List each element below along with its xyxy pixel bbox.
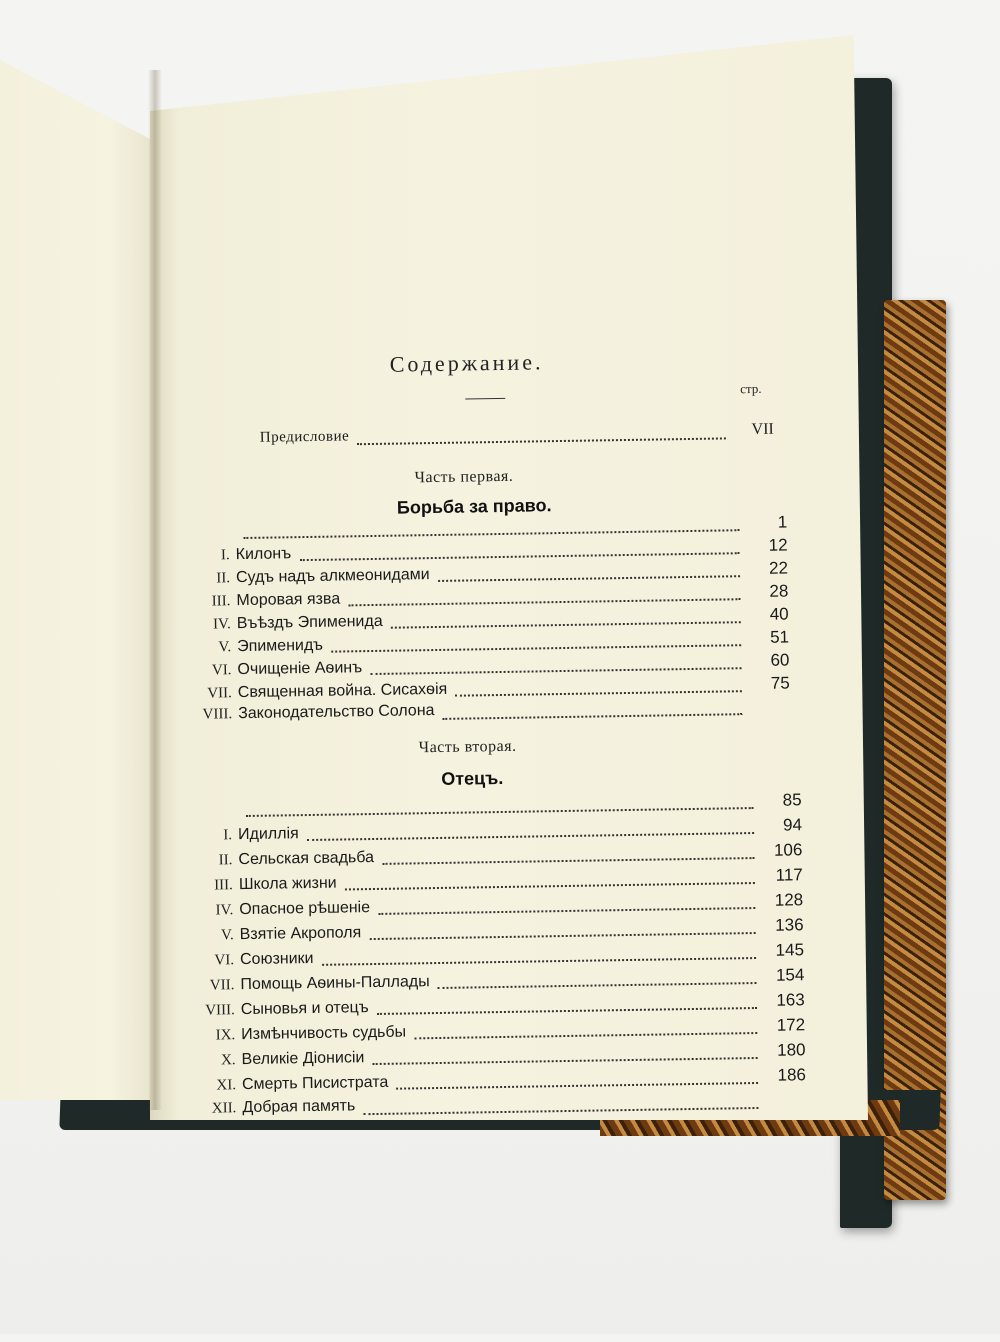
toc-row-page: 28 bbox=[769, 581, 789, 601]
toc-row-title: Законодательство Солона bbox=[238, 702, 435, 723]
page-column-label: стр. bbox=[740, 380, 762, 397]
leader-dots bbox=[322, 956, 756, 966]
leader-dots bbox=[246, 806, 754, 817]
leader-dots bbox=[391, 620, 741, 628]
leader-dots bbox=[370, 666, 741, 675]
toc-row-title: Великіе Діонисіи bbox=[241, 1049, 365, 1069]
toc-row-number: IX. bbox=[215, 1027, 236, 1044]
toc-row-page: 186 bbox=[777, 1065, 807, 1085]
toc-row-page: 180 bbox=[777, 1040, 806, 1060]
toc-row-title: Моровая язва bbox=[236, 590, 341, 610]
toc-row-title: Эпименидъ bbox=[236, 636, 324, 656]
part-heading: Отецъ. bbox=[441, 767, 504, 789]
toc-row-title: Очищеніе Аѳинъ bbox=[237, 659, 363, 679]
toc-row-page: 136 bbox=[775, 915, 804, 935]
toc-row-title: Опасное рѣшеніе bbox=[239, 899, 371, 919]
leader-dots bbox=[378, 906, 755, 915]
toc-row-title: Сельская свадьба bbox=[238, 848, 375, 869]
leader-dots bbox=[369, 931, 755, 940]
toc-row-title: Въѣздъ Эпименида bbox=[236, 612, 383, 633]
part-heading: Борьба за право. bbox=[396, 495, 552, 518]
toc-title: Содержание. bbox=[389, 349, 544, 377]
toc-row-page bbox=[750, 709, 790, 710]
toc-row-page: 60 bbox=[770, 650, 790, 670]
toc-row-page: 22 bbox=[768, 558, 789, 578]
toc-row-page: 51 bbox=[769, 627, 790, 647]
toc-row-title: Смерть Писистрата bbox=[241, 1073, 389, 1094]
leader-dots bbox=[396, 1081, 758, 1090]
toc-row-title: Предисловие bbox=[259, 428, 350, 446]
toc-row-page: 128 bbox=[774, 890, 804, 910]
toc-row-page: 94 bbox=[782, 815, 803, 835]
leader-dots bbox=[363, 1106, 758, 1115]
toc-row-number: XI. bbox=[216, 1077, 237, 1094]
toc-row-page: 75 bbox=[770, 673, 790, 693]
leader-dots bbox=[443, 712, 743, 720]
toc-row-number: III. bbox=[214, 877, 234, 894]
toc-row-page: 40 bbox=[769, 604, 789, 624]
toc-row-page: VII bbox=[751, 420, 774, 439]
toc-row-number: II. bbox=[218, 852, 233, 869]
toc-row-page: 117 bbox=[775, 865, 803, 885]
toc-row-title: Судъ надъ алкмеонидами bbox=[235, 566, 430, 587]
toc-row-number: V. bbox=[218, 639, 232, 656]
toc-row-number: IV. bbox=[212, 616, 231, 633]
toc-row-number: V. bbox=[220, 927, 234, 944]
toc-row-page: 85 bbox=[782, 790, 802, 810]
toc-row-number: VI. bbox=[214, 952, 235, 969]
toc-row-number: III. bbox=[211, 593, 231, 610]
leader-dots bbox=[377, 1006, 757, 1015]
leader-dots bbox=[307, 831, 754, 841]
leader-dots bbox=[455, 689, 742, 697]
toc-row-number: X. bbox=[220, 1052, 236, 1069]
toc-row-number: I. bbox=[223, 827, 233, 844]
toc-row-preface bbox=[194, 421, 774, 452]
toc-row-number: II. bbox=[216, 570, 231, 587]
toc-row-title: Взятіе Акрополя bbox=[239, 924, 362, 944]
toc-row-title: Священная война. Сисахѳія bbox=[237, 680, 448, 702]
leader-dots bbox=[348, 597, 740, 606]
toc-row-page: 172 bbox=[776, 1015, 806, 1035]
toc-row-title: Идиллія bbox=[237, 825, 299, 844]
toc-row-number: I. bbox=[220, 547, 230, 564]
leader-dots bbox=[357, 436, 726, 445]
toc-row-title: Школа жизни bbox=[238, 874, 337, 894]
toc-row-title: Измѣнчивость судьбы bbox=[241, 1023, 407, 1044]
leader-dots bbox=[438, 574, 740, 582]
title-rule bbox=[465, 398, 505, 400]
toc-row-title: Добрая память bbox=[242, 1097, 356, 1117]
toc-row-title: Килонъ bbox=[235, 545, 292, 564]
part-label: Часть вторая. bbox=[418, 737, 517, 757]
toc-row-number: VIII. bbox=[202, 706, 233, 723]
toc-row-page: 163 bbox=[776, 990, 805, 1010]
leader-dots bbox=[345, 881, 755, 890]
toc-row-page: 12 bbox=[768, 535, 788, 555]
toc-row-page: 145 bbox=[775, 940, 805, 960]
toc-row-title: Сыновья и отецъ bbox=[240, 999, 369, 1019]
toc-row-page bbox=[766, 1103, 806, 1104]
toc-row-title: Помощь Аѳины-Паллады bbox=[240, 973, 430, 994]
toc-row-page: 154 bbox=[775, 965, 805, 985]
toc-row-number: XII. bbox=[211, 1100, 237, 1117]
leader-dots bbox=[414, 1031, 757, 1039]
toc-row-number: VI. bbox=[211, 662, 232, 679]
leader-dots bbox=[438, 981, 757, 989]
leader-dots bbox=[382, 856, 754, 865]
part-label: Часть первая. bbox=[414, 467, 514, 487]
toc-row-page: 1 bbox=[777, 512, 788, 532]
toc-row-title: Союзники bbox=[239, 949, 314, 969]
toc-row-number: VII. bbox=[209, 977, 235, 994]
toc-row-page: 106 bbox=[773, 840, 803, 860]
toc-row-number: VIII. bbox=[205, 1002, 235, 1019]
leader-dots bbox=[372, 1056, 757, 1065]
toc-row-number: IV. bbox=[215, 902, 234, 919]
toc-row-number: VII. bbox=[207, 685, 232, 702]
